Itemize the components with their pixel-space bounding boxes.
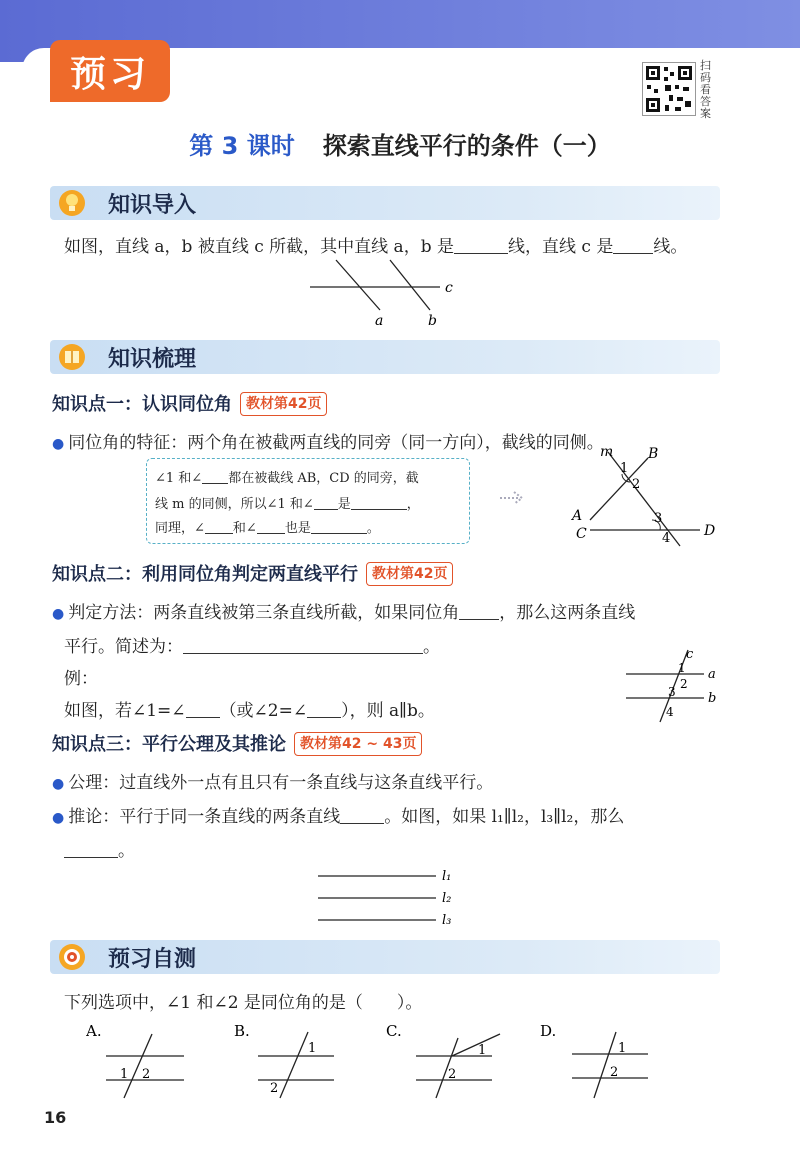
kp2-textbook-tag[interactable]: 教材第42页 — [366, 562, 453, 586]
label-3: 3 — [654, 511, 663, 526]
qr-caption: 扫码看答案 — [700, 59, 711, 120]
intro-text-3: 线。 — [653, 237, 688, 257]
intro-paragraph — [64, 232, 687, 257]
kp2-example-label: 例： — [64, 669, 98, 689]
selftest-question: 下列选项中，∠1 和∠2 是同位角的是（ ）。 — [64, 993, 423, 1013]
line-a — [336, 260, 380, 310]
blank-box-2[interactable] — [314, 497, 338, 510]
bullet-icon: ● — [52, 436, 65, 452]
box-text: 是 — [337, 497, 351, 512]
preview-badge: 预习 — [50, 40, 170, 102]
blank-kp3-1[interactable] — [340, 809, 384, 824]
blank-parallel-lines[interactable] — [454, 239, 508, 254]
kp3-heading — [52, 730, 422, 756]
section-review-title: 知识梳理 — [108, 347, 197, 372]
bullet-icon: ● — [52, 606, 65, 622]
kp3-text: 推论：平行于同一条直线的两条直线 — [68, 807, 341, 827]
label-2: 2 — [632, 477, 641, 492]
blank-transversal[interactable] — [613, 239, 653, 254]
blank-kp2-3[interactable] — [186, 703, 220, 718]
label-2: 2 — [680, 677, 688, 691]
label-l2: l₂ — [442, 891, 452, 906]
option-d-angle-1: 1 — [618, 1041, 627, 1056]
kp1-dashed-box — [146, 458, 470, 544]
label-a: a — [708, 667, 716, 682]
blank-box-3[interactable] — [351, 497, 407, 510]
kp2-text: ），则 a∥b。 — [341, 701, 435, 721]
line-b — [390, 260, 430, 310]
kp2-text: 如图，若∠1=∠ — [64, 701, 186, 721]
section-intro-title: 知识导入 — [108, 193, 197, 218]
box-line-2 — [155, 493, 420, 512]
label-3: 3 — [668, 685, 676, 699]
bullet-icon: ● — [52, 810, 65, 826]
label-B: B — [648, 446, 659, 462]
option-c[interactable] — [386, 1020, 506, 1100]
kp1-heading — [52, 390, 327, 416]
kp2-heading — [52, 560, 453, 586]
intro-text-2: 线，直线 c 是 — [507, 237, 614, 257]
option-c-label: C. — [386, 1022, 402, 1040]
kp3-textbook-tag[interactable]: 教材第42 ~ 43页 — [294, 732, 422, 756]
intro-figure — [300, 255, 470, 330]
kp2-title: 知识点二：利用同位角判定两直线平行 — [52, 564, 358, 585]
section-selftest-title: 预习自测 — [108, 947, 197, 972]
blank-kp2-2[interactable] — [183, 639, 423, 654]
kp2-text: 判定方法：两条直线被第三条直线所截，如果同位角 — [68, 603, 460, 623]
option-c-angle-1: 1 — [478, 1043, 487, 1058]
box-text: 和∠ — [232, 521, 257, 536]
blank-kp2-1[interactable] — [459, 605, 499, 620]
kp1-figure — [568, 440, 728, 550]
option-a-label: A. — [86, 1022, 102, 1040]
kp3-figure — [312, 862, 472, 932]
option-a-angle-1: 1 — [120, 1067, 129, 1082]
kp1-feature-text: 同位角的特征：两个角在被截两直线的同旁（同一方向），截线的同侧。 — [68, 433, 604, 453]
box-text: ∠1 和∠ — [155, 471, 203, 486]
box-text: 同理，∠ — [155, 521, 205, 536]
box-line-3 — [155, 517, 380, 536]
label-b: b — [708, 691, 717, 706]
label-c: c — [686, 647, 694, 662]
label-A: A — [572, 508, 583, 524]
arrow-icon — [496, 488, 536, 508]
option-b-label: B. — [234, 1022, 250, 1040]
box-line-1 — [155, 467, 419, 486]
blank-box-1[interactable] — [202, 471, 228, 484]
option-a-angle-2: 2 — [142, 1067, 151, 1082]
option-b-angle-2: 2 — [270, 1081, 279, 1096]
intro-text-1: 如图，直线 a，b 被直线 c 所截，其中直线 a，b 是 — [64, 237, 454, 257]
box-text: 都在被截线 AB，CD 的同旁，截 — [228, 471, 419, 486]
blank-box-6[interactable] — [311, 521, 367, 534]
kp3-corollary-end — [64, 836, 135, 861]
label-l3: l₃ — [442, 913, 452, 928]
kp3-text: 公理：过直线外一点有且只有一条直线与这条直线平行。 — [68, 773, 494, 793]
option-d[interactable] — [540, 1020, 660, 1100]
kp3-axiom — [52, 768, 493, 793]
section-intro-header — [50, 186, 720, 220]
kp2-method-line1 — [52, 598, 635, 623]
label-l1: l₁ — [442, 869, 452, 884]
page-number: 16 — [44, 1108, 67, 1127]
blank-kp2-4[interactable] — [307, 703, 341, 718]
kp2-figure — [618, 646, 728, 726]
section-selftest-header — [50, 940, 720, 974]
kp1-title: 知识点一：认识同位角 — [52, 394, 232, 415]
box-text: 也是 — [284, 521, 311, 536]
option-d-angle-2: 2 — [610, 1065, 619, 1080]
book-icon — [58, 343, 86, 371]
option-b-angle-1: 1 — [308, 1041, 317, 1056]
box-text: 线 m 的同侧，所以∠1 和∠ — [155, 497, 314, 512]
lightbulb-icon — [58, 189, 86, 217]
kp3-text: 。如图，如果 l₁∥l₂，l₃∥l₂，那么 — [384, 807, 625, 827]
label-m: m — [600, 444, 614, 460]
kp2-text: 平行。简述为： — [64, 637, 183, 657]
section-review-header — [50, 340, 720, 374]
label-4: 4 — [662, 531, 671, 546]
bullet-icon: ● — [52, 776, 65, 792]
label-1: 1 — [678, 661, 686, 675]
label-c: c — [445, 280, 453, 296]
lesson-title: 探索直线平行的条件（一） — [322, 132, 611, 160]
blank-box-5[interactable] — [257, 521, 285, 534]
option-c-angle-2: 2 — [448, 1067, 457, 1082]
kp3-title: 知识点三：平行公理及其推论 — [52, 734, 286, 755]
qr-code-icon[interactable] — [642, 62, 696, 116]
option-b[interactable] — [234, 1020, 344, 1100]
kp2-example — [64, 696, 435, 721]
label-D: D — [704, 523, 716, 539]
kp3-corollary — [52, 802, 624, 827]
label-4: 4 — [666, 705, 674, 719]
kp2-text: （或∠2=∠ — [219, 701, 308, 721]
kp3-text: 。 — [118, 841, 135, 861]
kp1-textbook-tag[interactable]: 教材第42页 — [240, 392, 327, 416]
lesson-number: 第 3 课时 — [189, 132, 295, 160]
box-text: ， — [406, 497, 420, 512]
option-a[interactable] — [86, 1020, 196, 1100]
kp2-method-line2 — [64, 632, 440, 657]
box-text: 。 — [366, 521, 380, 536]
blank-kp3-2[interactable] — [64, 843, 118, 858]
page-title — [0, 126, 800, 161]
target-icon — [58, 943, 86, 971]
label-1: 1 — [620, 461, 629, 476]
blank-box-4[interactable] — [205, 521, 233, 534]
label-a: a — [375, 313, 384, 329]
kp1-feature — [52, 428, 604, 453]
kp2-text: 。 — [423, 637, 440, 657]
label-b: b — [428, 313, 437, 329]
label-C: C — [576, 526, 587, 542]
option-d-label: D. — [540, 1022, 557, 1040]
kp2-text: ，那么这两条直线 — [499, 603, 636, 623]
